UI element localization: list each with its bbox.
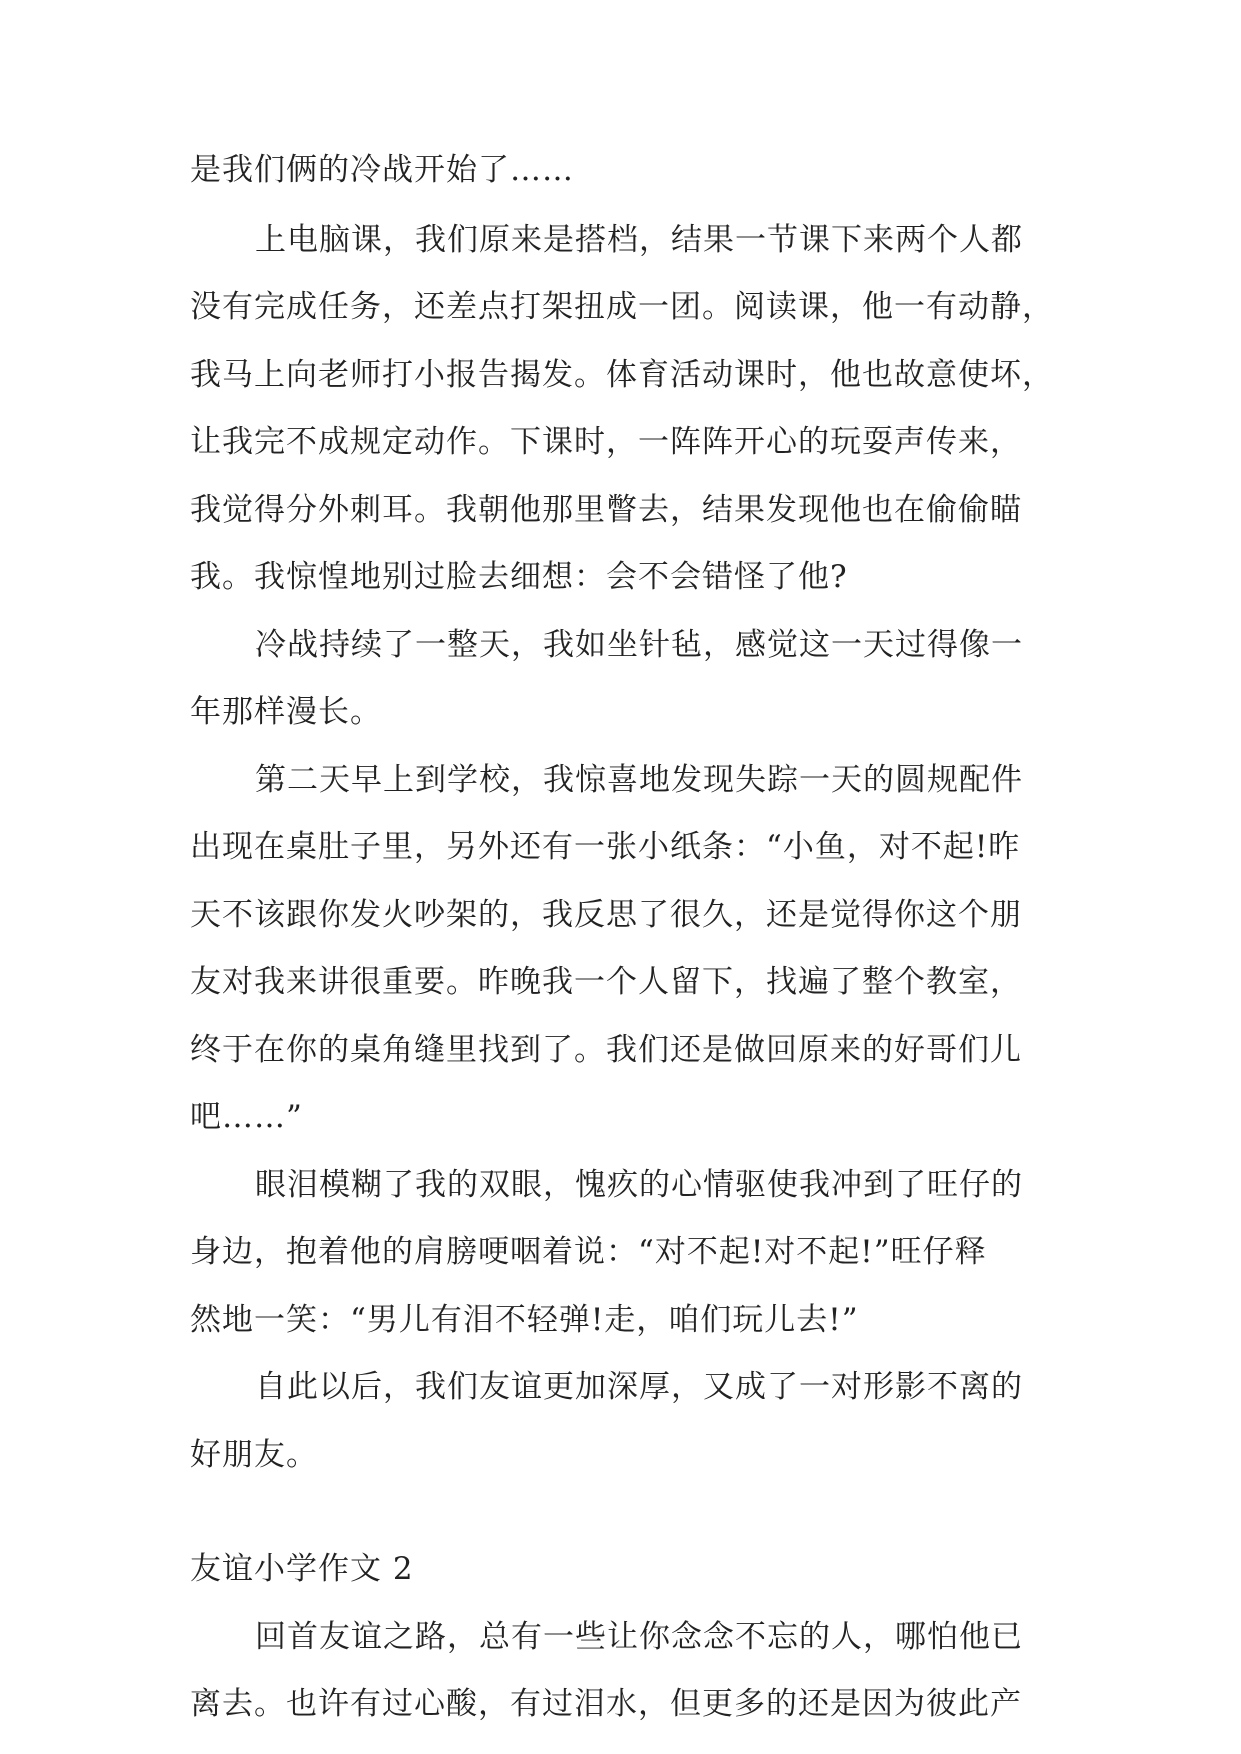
text-line: 没有完成任务，还差点打架扭成一团。阅读课，他一有动静， — [190, 289, 1054, 325]
text-line: 让我完不成规定动作。下课时，一阵阵开心的玩耍声传来， — [190, 424, 1022, 460]
text-line: 我马上向老师打小报告揭发。体育活动课时，他也故意使坏， — [190, 357, 1054, 393]
text-line: 友对我来讲很重要。昨晚我一个人留下，找遍了整个教室， — [190, 964, 1022, 1000]
text-line: 我。我惊惶地别过脸去细想：会不会错怪了他? — [190, 559, 848, 595]
text-line: 然地一笑：“男儿有泪不轻弹!走，咱们玩儿去!” — [190, 1302, 859, 1338]
text-line: 出现在桌肚子里，另外还有一张小纸条：“小鱼，对不起!昨 — [190, 829, 1021, 865]
text-line: 离去。也许有过心酸，有过泪水，但更多的还是因为彼此产 — [190, 1686, 1022, 1722]
text-line: 我觉得分外刺耳。我朝他那里瞥去，结果发现他也在偷偷瞄 — [190, 492, 1022, 528]
paragraph-start: 自此以后，我们友谊更加深厚，又成了一对形影不离的 — [255, 1369, 1023, 1405]
section-heading: 友谊小学作文 2 — [190, 1551, 414, 1587]
text-line: 好朋友。 — [190, 1437, 318, 1473]
text-line: 是我们俩的冷战开始了…… — [190, 152, 574, 188]
text-line: 身边，抱着他的肩膀哽咽着说：“对不起!对不起!”旺仔释 — [190, 1234, 987, 1270]
text-line: 吧……” — [190, 1099, 303, 1135]
paragraph-start: 回首友谊之路，总有一些让你念念不忘的人，哪怕他已 — [255, 1619, 1023, 1655]
paragraph-start: 上电脑课，我们原来是搭档，结果一节课下来两个人都 — [255, 222, 1023, 258]
text-line: 年那样漫长。 — [190, 694, 382, 730]
paragraph-start: 眼泪模糊了我的双眼，愧疚的心情驱使我冲到了旺仔的 — [255, 1167, 1023, 1203]
text-line: 终于在你的桌角缝里找到了。我们还是做回原来的好哥们儿 — [190, 1032, 1022, 1068]
paragraph-start: 冷战持续了一整天，我如坐针毡，感觉这一天过得像一 — [255, 627, 1023, 663]
paragraph-start: 第二天早上到学校，我惊喜地发现失踪一天的圆规配件 — [255, 762, 1023, 798]
text-line: 天不该跟你发火吵架的，我反思了很久，还是觉得你这个朋 — [190, 897, 1022, 933]
